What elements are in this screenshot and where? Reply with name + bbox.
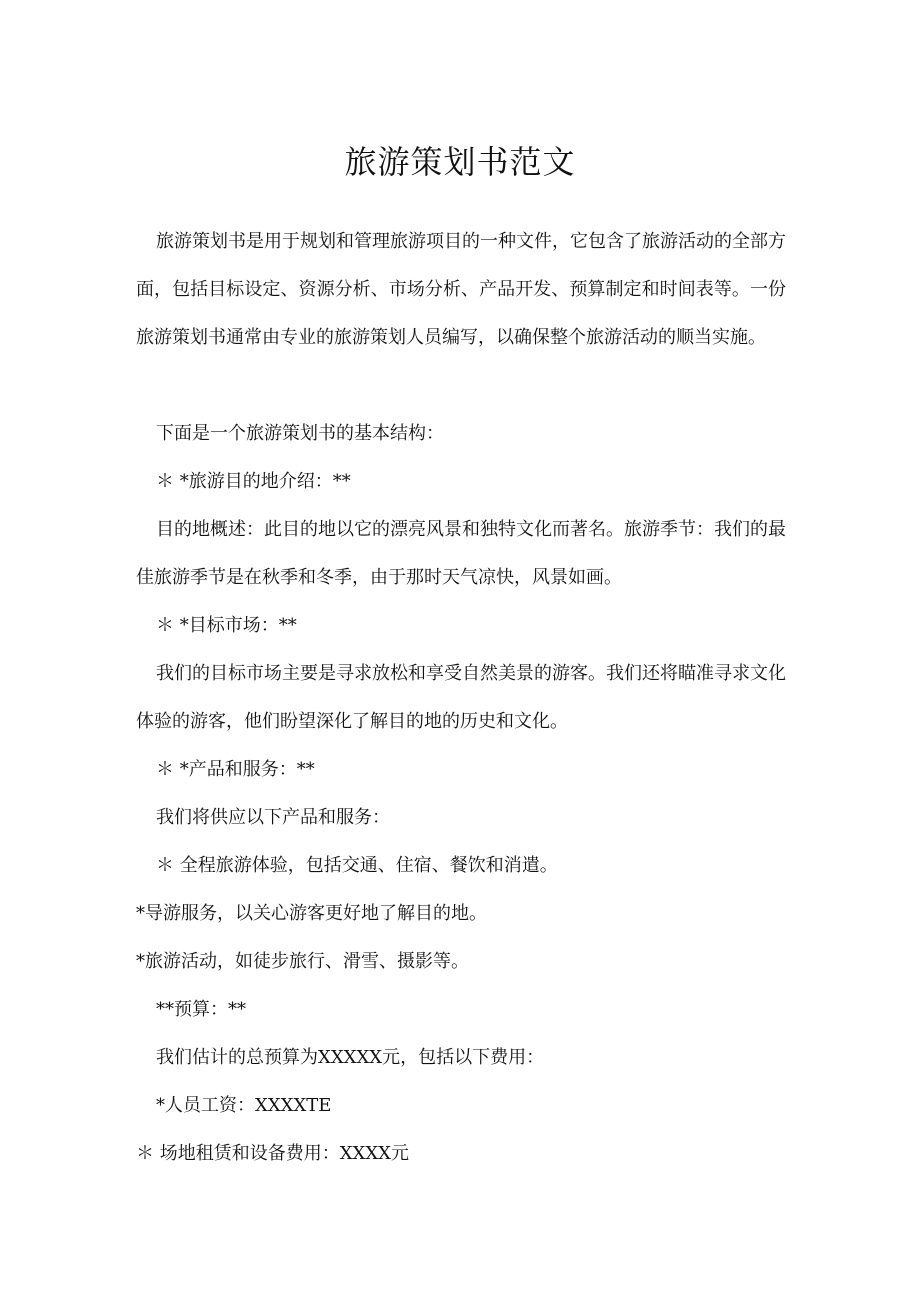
budget-item-2: ＊ 场地租赁和设备费用：XXXX元	[136, 1143, 409, 1164]
heading-target-market: ＊ *目标市场：**	[156, 615, 297, 636]
product-item-3: *旅游活动，如徒步旅行、滑雪、摄影等。	[136, 951, 469, 972]
structure-intro: 下面是一个旅游策划书的基本结构：	[156, 423, 444, 444]
product-item-1: ＊ 全程旅游体验，包括交通、住宿、餐饮和消遣。	[156, 855, 558, 876]
heading-products: ＊ *产品和服务：**	[156, 759, 315, 780]
intro-paragraph: 旅游策划书是用于规划和管理旅游项目的一种文件，它包含了旅游活动的全部方面，包括目标设定、资源分析、市场分析、产品开发、预算制定和时间表等。一份旅游策划书通常由专业的旅游策划人员编写，以确保整个旅游活动的顺当实施。	[136, 231, 786, 348]
heading-budget: **预算：**	[156, 999, 246, 1020]
product-item-2: *导游服务，以关心游客更好地了解目的地。	[136, 903, 487, 924]
products-intro: 我们将供应以下产品和服务：	[156, 807, 390, 828]
destination-paragraph: 目的地概述：此目的地以它的漂亮风景和独特文化而著名。旅游季节：我们的最佳旅游季节是在秋季和冬季，由于那时天气凉快，风景如画。	[136, 519, 786, 588]
budget-item-1: *人员工资：XXXXTE	[156, 1095, 332, 1116]
document-title: 旅游策划书范文	[344, 143, 576, 181]
budget-intro: 我们估计的总预算为XXXXX元，包括以下费用：	[156, 1047, 545, 1068]
heading-destination: ＊ *旅游目的地介绍：**	[156, 471, 351, 492]
target-market-paragraph: 我们的目标市场主要是寻求放松和享受自然美景的游客。我们还将瞄准寻求文化体验的游客，他们盼望深化了解目的地的历史和文化。	[136, 663, 786, 732]
